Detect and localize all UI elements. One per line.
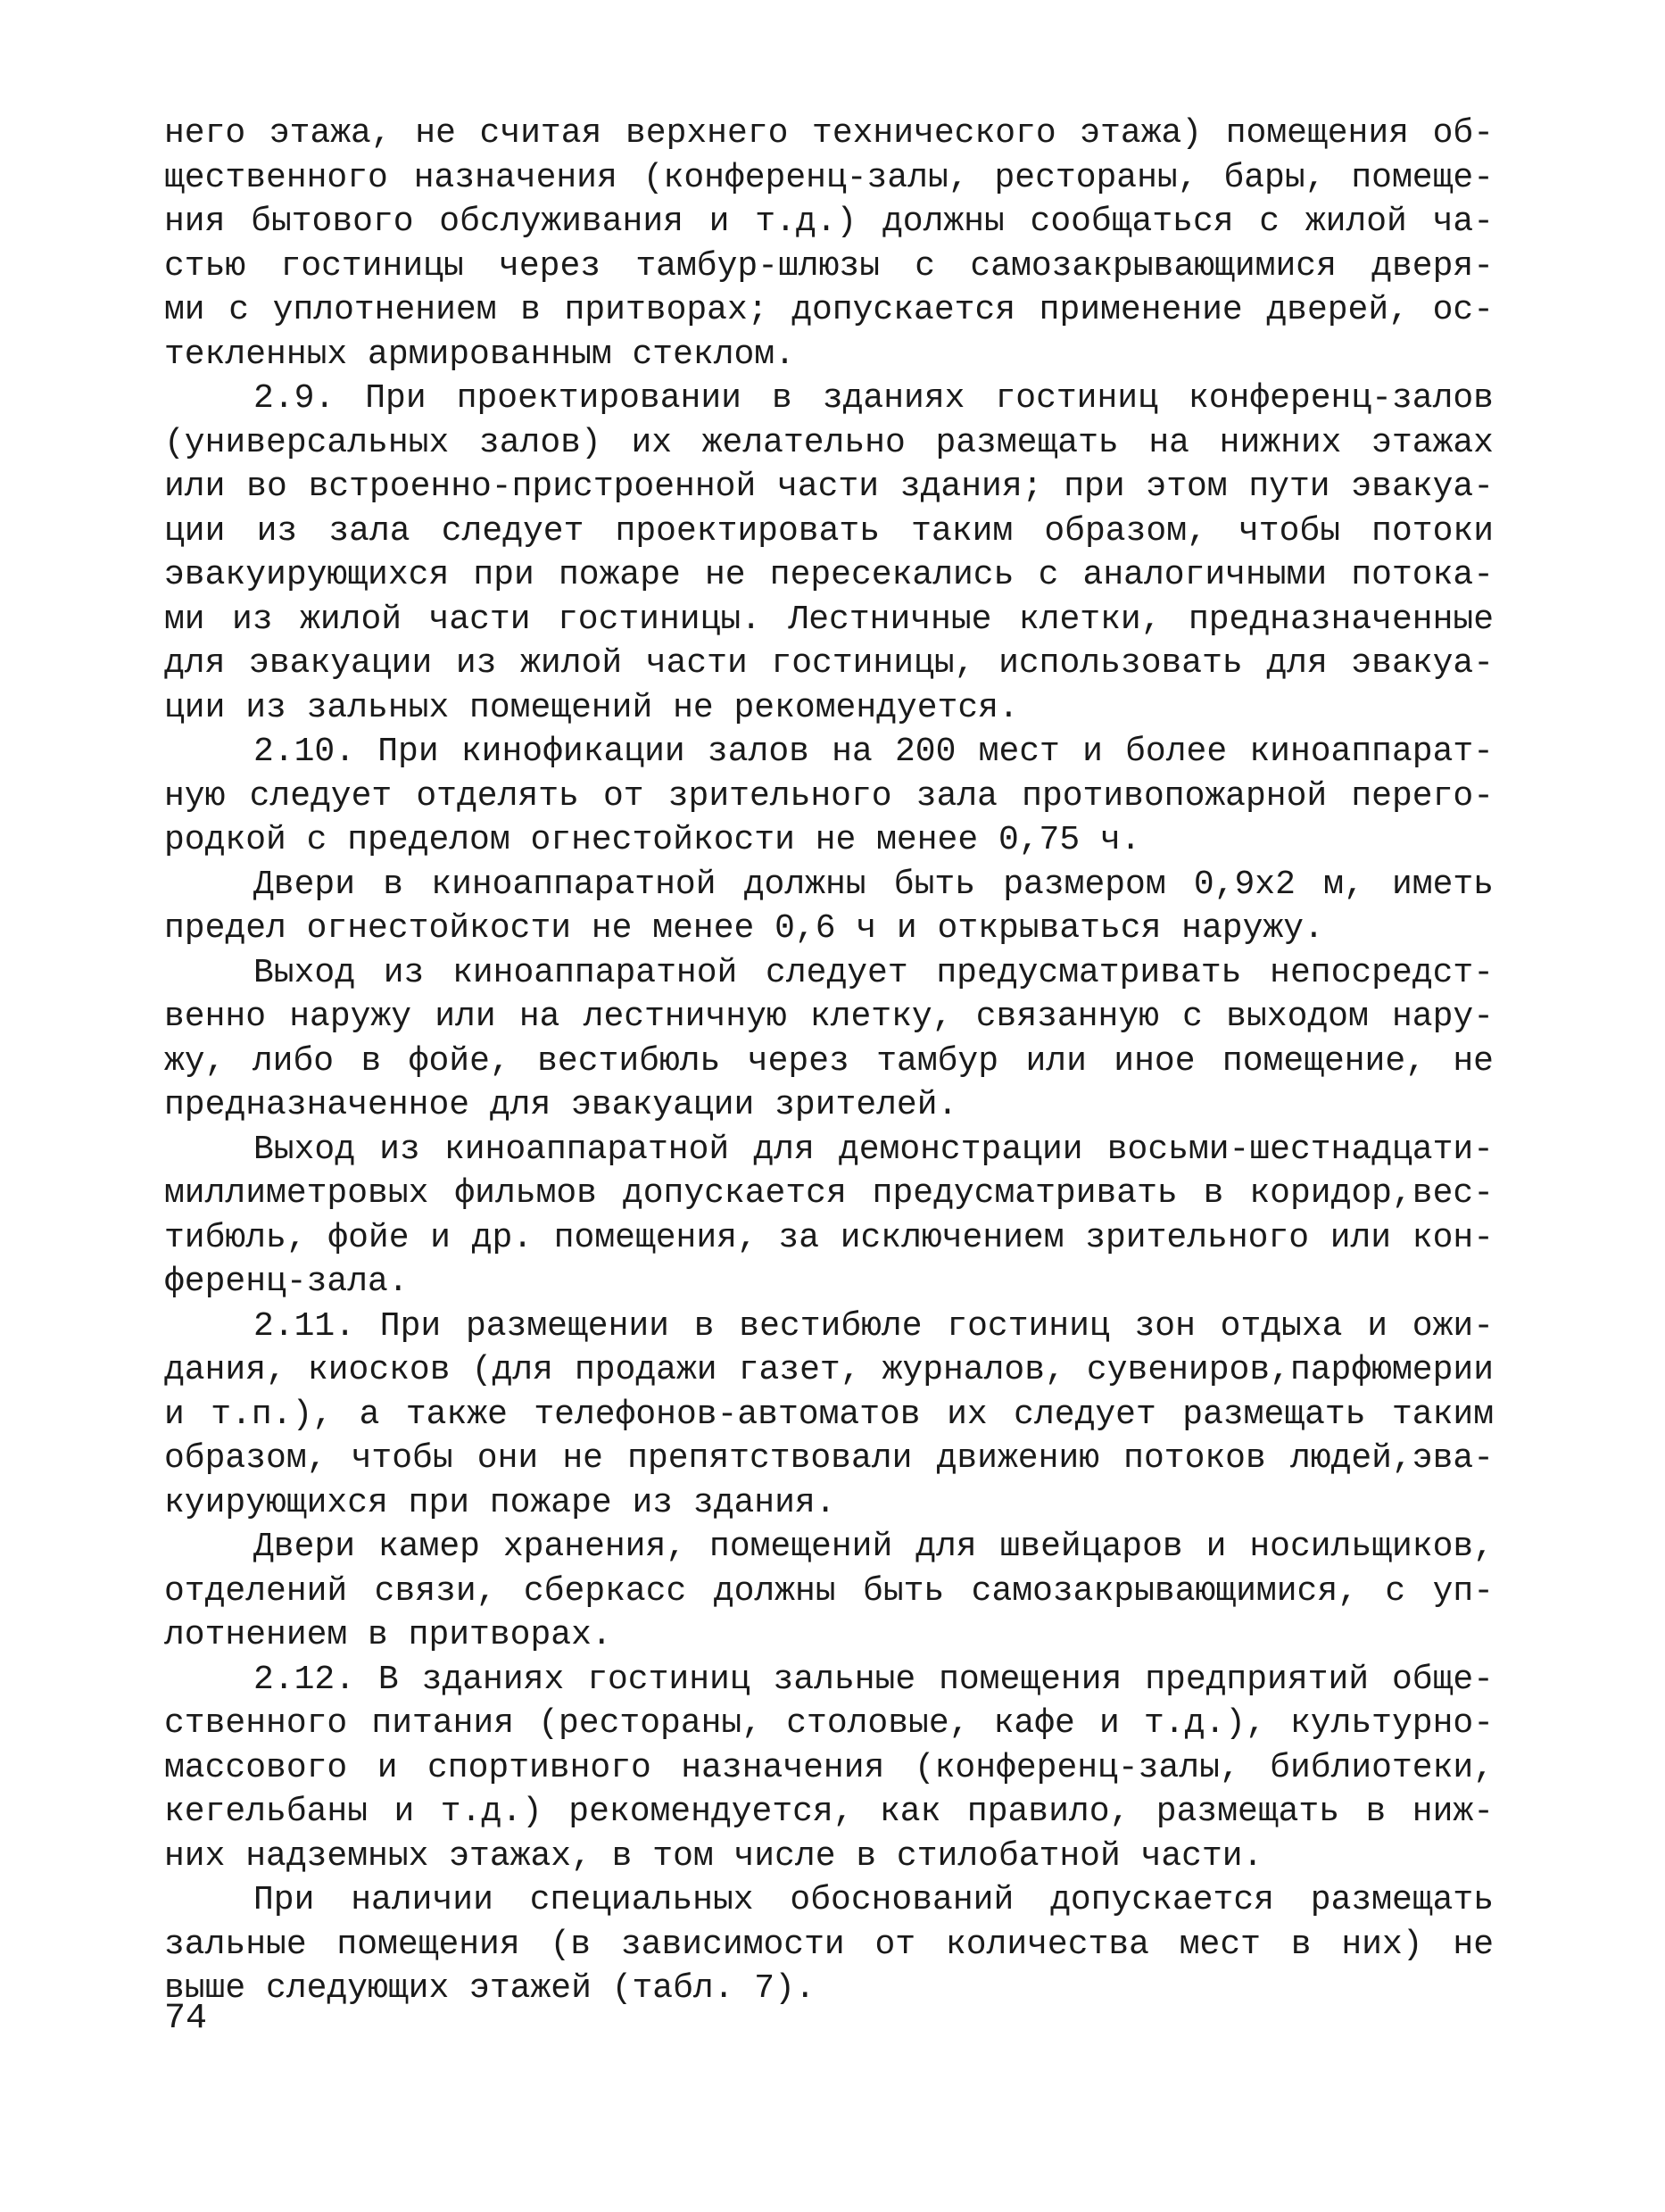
text-line: 2.11. При размещении в вестибюле гостиниц зон отдыха и ожи-: [253, 1306, 1494, 1346]
text-line: массового и спортивного назначения (конференц-залы, библиотеки,: [164, 1748, 1494, 1787]
text-line: 2.12. В зданиях гостиниц зальные помещения предприятий обще-: [253, 1660, 1494, 1699]
text-line: 2.9. При проектировании в зданиях гостиниц конференц-залов: [253, 379, 1494, 418]
page-number: 74: [164, 1999, 208, 2039]
text-line: текленных армированным стеклом.: [164, 335, 795, 374]
text-line: Выход из киноаппаратной для демонстрации восьми-шестнадцати-: [253, 1130, 1494, 1169]
text-line: стью гостиницы через тамбур-шлюзы с самозакрывающимися дверя-: [164, 246, 1494, 286]
body-text: [164, 112, 1494, 2011]
text-line: ную следует отделять от зрительного зала противопожарной перего-: [164, 776, 1494, 816]
text-line: Двери в киноаппаратной должны быть размером 0,9х2 м, иметь: [253, 865, 1494, 904]
text-line: них надземных этажах, в том числе в стилобатной части.: [164, 1836, 1263, 1876]
text-line: жу, либо в фойе, вестибюль через тамбур или иное помещение, не: [164, 1041, 1494, 1081]
text-line: отделений связи, сберкасс должны быть самозакрывающимися, с уп-: [164, 1571, 1494, 1611]
text-line: него этажа, не считая верхнего технического этажа) помещения об-: [164, 114, 1494, 153]
text-line: ственного питания (рестораны, столовые, кафе и т.д.), культурно-: [164, 1704, 1494, 1743]
text-line: предназначенное для эвакуации зрителей.: [164, 1086, 958, 1124]
text-line: предел огнестойкости не менее 0,6 ч и открываться наружу.: [164, 909, 1324, 948]
text-line: образом, чтобы они не препятствовали движению потоков людей,эва-: [164, 1439, 1494, 1478]
text-line: дания, киосков (для продажи газет, журналов, сувениров,парфюмерии: [164, 1351, 1494, 1389]
text-line: щественного назначения (конференц-залы, рестораны, бары, помеще-: [164, 158, 1494, 197]
text-line: ции из зальных помещений не рекомендуется.: [164, 688, 1019, 727]
text-line: родкой с пределом огнестойкости не менее 0,75 ч.: [164, 821, 1141, 859]
text-line: и т.п.), а также телефонов-автоматов их следует размещать таким: [164, 1395, 1494, 1434]
text-line: ми из жилой части гостиницы. Лестничные клетки, предназначенные: [164, 600, 1494, 639]
text-line: миллиметровых фильмов допускается предусматривать в коридор,вес-: [164, 1174, 1494, 1213]
text-line: ми с уплотнением в притворах; допускается применение дверей, ос-: [164, 291, 1494, 329]
text-line: 2.10. При кинофикации залов на 200 мест и более киноаппарат-: [253, 733, 1494, 771]
text-line: (универсальных залов) их желательно размещать на нижних этажах: [164, 423, 1494, 462]
text-line: выше следующих этажей (табл. 7).: [164, 1969, 816, 2008]
text-line: Выход из киноаппаратной следует предусматривать непосредст-: [253, 953, 1494, 992]
text-line: зальные помещения (в зависимости от количества мест в них) не: [164, 1925, 1494, 1964]
text-line: для эвакуации из жилой части гостиницы, использовать для эвакуа-: [164, 644, 1494, 683]
text-line: или во встроенно-пристроенной части здания; при этом пути эвакуа-: [164, 468, 1494, 506]
text-line: ференц-зала.: [164, 1263, 409, 1301]
text-line: При наличии специальных обоснований допускается размещать: [253, 1881, 1494, 1919]
text-line: кегельбаны и т.д.) рекомендуется, как правило, размещать в ниж-: [164, 1793, 1494, 1831]
text-line: эвакуирующихся при пожаре не пересекались с аналогичными потока-: [164, 556, 1494, 594]
text-line: тибюль, фойе и др. помещения, за исключением зрительного или кон-: [164, 1218, 1494, 1257]
text-line: Двери камер хранения, помещений для швейцаров и носильщиков,: [253, 1528, 1494, 1566]
text-line: венно наружу или на лестничную клетку, связанную с выходом нару-: [164, 998, 1494, 1036]
text-line: ции из зала следует проектировать таким образом, чтобы потоки: [164, 511, 1494, 551]
text-line: ния бытового обслуживания и т.д.) должны сообщаться с жилой ча-: [164, 203, 1494, 241]
text-line: лотнением в притворах.: [164, 1616, 612, 1654]
text-line: куирующихся при пожаре из здания.: [164, 1483, 836, 1522]
